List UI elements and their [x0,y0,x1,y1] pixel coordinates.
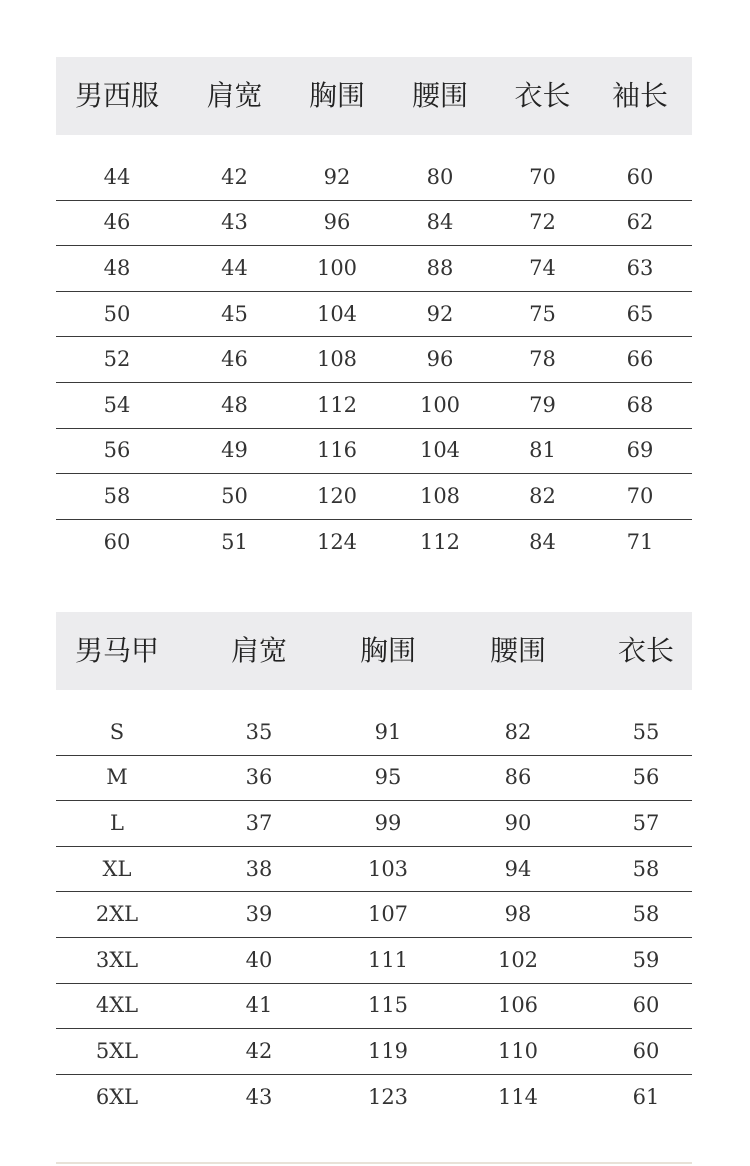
table-cell: M [106,765,128,790]
header-cell: 肩宽 [206,79,263,112]
table-row [56,756,692,802]
table-cell: 58 [103,483,131,508]
table-cell: 43 [221,210,248,235]
table-cell: 61 [632,1085,660,1110]
table-cell: 2XL [95,902,139,927]
table-cell: 57 [632,810,660,835]
table-cell: 50 [103,301,131,326]
table-cell: 116 [316,438,358,463]
table-cell: 79 [529,392,556,417]
table-cell: 96 [323,210,351,235]
table-cell: 119 [367,1038,409,1063]
table-cell: 103 [367,856,409,881]
table-cell: 88 [426,255,454,280]
table-cell: XL [102,856,132,881]
header-cell: 胸围 [308,79,365,112]
table-cell: 62 [626,210,654,235]
table-cell: 58 [632,856,660,881]
bottom-divider [56,1162,692,1164]
suit-table-header [56,57,692,135]
table-cell: 78 [529,347,556,372]
table-cell: 91 [374,719,402,744]
vest-table-header [56,612,692,690]
table-cell: 107 [367,902,409,927]
table-cell: 4XL [95,993,139,1018]
table-cell: 104 [316,301,358,326]
table-cell: 94 [504,856,532,881]
table-cell: 56 [103,438,131,463]
table-cell: 98 [504,902,532,927]
table-cell: 65 [626,301,654,326]
table-cell: 63 [626,255,654,280]
table-row [56,201,692,247]
table-row [56,292,692,338]
header-cell: 男马甲 [74,634,159,667]
table-cell: 120 [316,483,358,508]
table-cell: 43 [245,1085,273,1110]
table-row [56,1029,692,1075]
suit-table-body [56,155,692,565]
vest-size-table [56,612,692,1120]
table-cell: 74 [529,255,556,280]
table-cell: 124 [316,530,358,555]
table-cell: L [110,810,124,835]
table-cell: 108 [419,483,461,508]
table-cell: 38 [245,856,273,881]
table-cell: 114 [497,1085,539,1110]
table-row [56,892,692,938]
header-cell: 胸围 [359,634,416,667]
table-cell: 60 [103,530,131,555]
table-cell: 66 [626,347,654,372]
table-cell: 37 [245,810,273,835]
table-cell: 84 [426,210,454,235]
table-row [56,984,692,1030]
table-row [56,1075,692,1121]
table-cell: 82 [504,719,532,744]
table-cell: 59 [632,947,660,972]
header-cell: 袖长 [611,79,668,112]
table-cell: 46 [221,347,248,372]
table-cell: 3XL [95,947,139,972]
header-cell: 腰围 [411,79,468,112]
table-cell: 104 [419,438,461,463]
header-cell: 肩宽 [230,634,287,667]
table-cell: 82 [529,483,556,508]
table-cell: 35 [245,719,273,744]
table-cell: 99 [374,810,402,835]
table-row [56,938,692,984]
table-row [56,246,692,292]
table-cell: 55 [632,719,660,744]
table-cell: 51 [221,530,248,555]
table-cell: 102 [497,947,539,972]
table-cell: 44 [103,164,131,189]
table-cell: 46 [103,210,131,235]
table-cell: 49 [221,438,248,463]
header-cell: 衣长 [514,79,571,112]
table-cell: 36 [245,765,273,790]
vest-table-body [56,710,692,1120]
table-cell: 48 [103,255,131,280]
header-cell: 男西服 [74,79,159,112]
table-cell: 42 [221,164,248,189]
table-cell: 100 [316,255,358,280]
table-cell: 52 [103,347,131,372]
table-cell: 54 [103,392,131,417]
table-cell: 48 [221,392,248,417]
table-cell: 108 [316,347,358,372]
header-cell: 衣长 [617,634,674,667]
table-row [56,429,692,475]
table-cell: 6XL [95,1085,139,1110]
table-cell: 68 [626,392,654,417]
table-row [56,474,692,520]
table-row [56,520,692,566]
table-cell: 95 [374,765,402,790]
table-cell: 58 [632,902,660,927]
table-cell: 45 [221,301,248,326]
table-cell: 70 [626,483,654,508]
table-cell: 100 [419,392,461,417]
table-cell: 41 [245,993,273,1018]
table-cell: 86 [504,765,532,790]
table-cell: 110 [497,1038,539,1063]
table-cell: 60 [632,1038,660,1063]
table-cell: 70 [529,164,556,189]
table-cell: 92 [426,301,454,326]
table-cell: 84 [529,530,556,555]
table-cell: 80 [426,164,454,189]
table-cell: 44 [221,255,248,280]
table-cell: 96 [426,347,454,372]
table-cell: 123 [367,1085,409,1110]
header-cell: 腰围 [489,634,546,667]
table-row [56,710,692,756]
table-cell: 5XL [95,1038,139,1063]
table-row [56,801,692,847]
table-cell: 112 [316,392,358,417]
table-cell: 69 [626,438,654,463]
table-cell: 111 [367,947,409,972]
table-cell: 40 [245,947,273,972]
table-cell: 106 [497,993,539,1018]
table-row [56,155,692,201]
table-row [56,337,692,383]
table-cell: 90 [504,810,532,835]
table-cell: 81 [529,438,556,463]
table-cell: 115 [367,993,409,1018]
table-cell: 72 [529,210,556,235]
table-row [56,383,692,429]
table-cell: 56 [632,765,660,790]
table-cell: 60 [632,993,660,1018]
table-cell: 60 [626,164,654,189]
table-cell: 75 [529,301,556,326]
table-cell: 42 [245,1038,273,1063]
table-cell: 39 [245,902,273,927]
suit-size-table [56,57,692,565]
table-cell: S [109,719,125,744]
table-cell: 71 [626,530,654,555]
table-row [56,847,692,893]
table-cell: 92 [323,164,351,189]
table-cell: 50 [221,483,248,508]
table-cell: 112 [419,530,461,555]
